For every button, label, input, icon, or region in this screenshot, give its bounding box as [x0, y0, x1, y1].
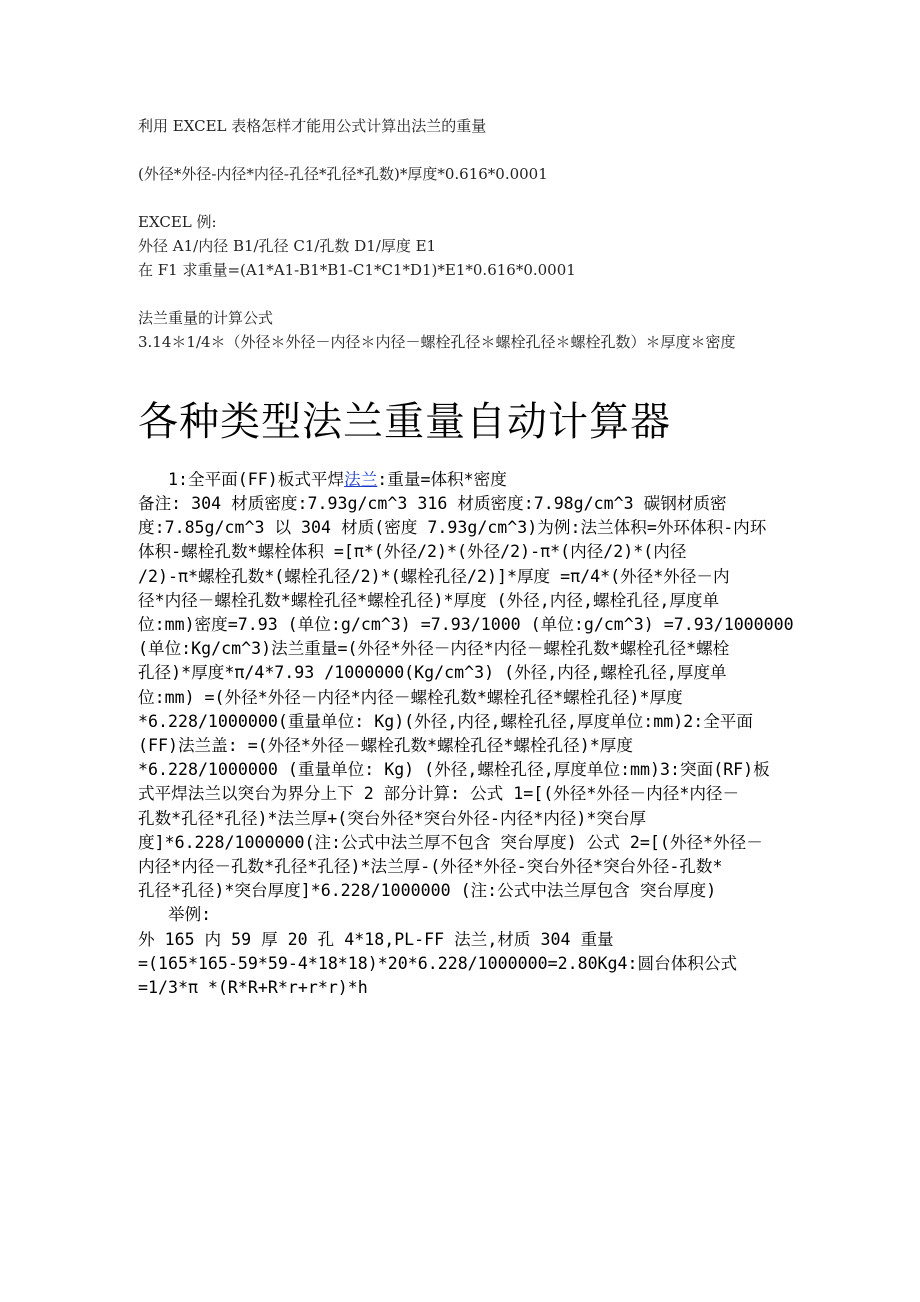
body-line: (单位:Kg/cm^3)法兰重量=(外径*外径－内径*内径－螺栓孔数*螺栓孔径*螺栓 — [138, 639, 730, 659]
excel-formula: 在 F1 求重量=(A1*A1-B1*B1-C1*C1*D1)*E1*0.616*0.0001 — [138, 261, 576, 279]
body-line: 孔数*孔径*孔径)*法兰厚+(突台外径*突台外径-内径*内径)*突台厚 — [138, 808, 647, 828]
example-line: 外 165 内 59 厚 20 孔 4*18,PL-FF 法兰,材质 304 重量 — [138, 929, 614, 949]
body-line: 备注: 304 材质密度:7.93g/cm^3 316 材质密度:7.98g/cm^3 碳钢材质密 — [138, 494, 727, 513]
intro-heading: 利用 EXCEL 表格怎样才能用公式计算出法兰的重量 — [138, 117, 487, 135]
body-line: 度]*6.228/1000000(注:公式中法兰厚不包含 突台厚度) 公式 2=[(外径*外径－ — [138, 832, 763, 852]
body-line: 体积-螺栓孔数*螺栓体积 =[π*(外径/2)*(外径/2)-π*(内径/2)*(内径 — [138, 542, 687, 562]
body-line: 内径*内径－孔数*孔径*孔径)*法兰厚-(外径*外径-突台外径*突台外径-孔数* — [138, 857, 723, 877]
body-paragraph — [138, 492, 794, 1000]
excel-columns: 外径 A1/内径 B1/孔径 C1/孔数 D1/厚度 E1 — [138, 237, 437, 255]
body-line: 孔径)*厚度*π/4*7.93 /1000000(Kg/cm^3) (外径,内径,螺栓孔径,厚度单 — [138, 663, 727, 683]
body-line: 度:7.85g/cm^3 以 304 材质(密度 7.93g/cm^3)为例:法兰体积=外环体积-内环 — [138, 518, 767, 538]
flange-link[interactable]: 法兰 — [344, 470, 378, 489]
body-line: 位:mm)密度=7.93 (单位:g/cm^3) =7.93/1000 (单位:g/cm^3) =7.93/1000000 — [138, 615, 794, 635]
example-label: 举例: — [168, 905, 212, 925]
body-line: *6.228/1000000(重量单位: Kg)(外径,内径,螺栓孔径,厚度单位:mm)2:全平面 — [138, 711, 753, 731]
body-line: 位:mm) =(外径*外径－内径*内径－螺栓孔数*螺栓孔径*螺栓孔径)*厚度 — [138, 687, 683, 707]
item1-prefix: 1:全平面(FF)板式平焊 — [168, 470, 345, 489]
body-line: /2)-π*螺栓孔数*(螺栓孔径/2)*(螺栓孔径/2)]*厚度 =π/4*(外径*外径－内 — [138, 566, 730, 586]
body-line: 径*内径－螺栓孔数*螺栓孔径*螺栓孔径)*厚度 (外径,内径,螺栓孔径,厚度单 — [138, 590, 720, 610]
calc-formula: 3.14＊1/4＊（外径＊外径－内径＊内径－螺栓孔径＊螺栓孔径＊螺栓孔数）＊厚度＊密度 — [138, 333, 736, 351]
excel-example-label: EXCEL 例: — [138, 213, 217, 231]
body-line: 孔径*孔径)*突台厚度]*6.228/1000000 (注:公式中法兰厚包含 突台厚度) — [138, 881, 717, 901]
item1-line — [138, 468, 788, 492]
body-line: 式平焊法兰以突台为界分上下 2 部分计算: 公式 1=[(外径*外径－内径*内径－ — [138, 784, 740, 804]
body-line: (FF)法兰盖: =(外径*外径－螺栓孔数*螺栓孔径*螺栓孔径)*厚度 — [138, 736, 633, 756]
calc-label: 法兰重量的计算公式 — [138, 309, 274, 327]
example-line: =1/3*π *(R*R+R*r+r*r)*h — [138, 978, 368, 998]
example-line: =(165*165-59*59-4*18*18)*20*6.228/1000000=2.80Kg4:圆台体积公式 — [138, 953, 738, 973]
body-line: *6.228/1000000 (重量单位: Kg) (外径,螺栓孔径,厚度单位:mm)3:突面(RF)板 — [138, 760, 770, 780]
intro-formula: (外径*外径-内径*内径-孔径*孔径*孔数)*厚度*0.616*0.0001 — [138, 165, 548, 183]
item1-suffix: :重量=体积*密度 — [377, 470, 507, 489]
page-title: 各种类型法兰重量自动计算器 — [138, 399, 671, 445]
